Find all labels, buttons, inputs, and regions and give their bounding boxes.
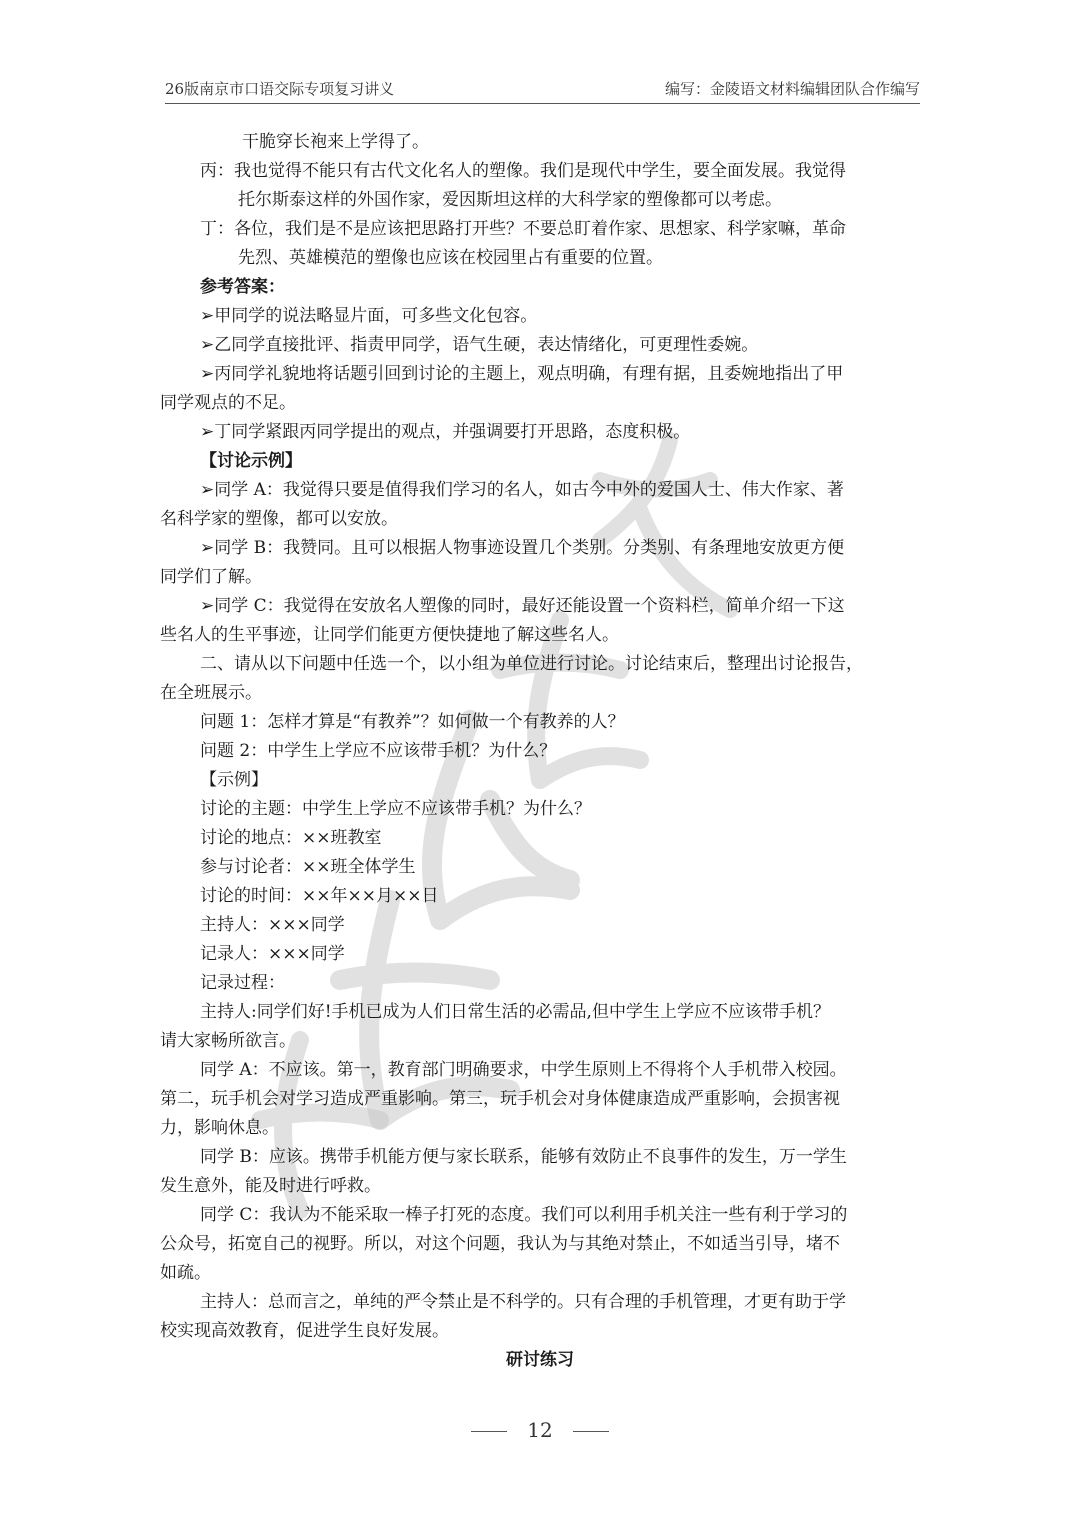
question-item: 问题 1：怎样才算是“有教养”？如何做一个有教养的人？	[200, 712, 625, 732]
footer-dash-right	[573, 1431, 609, 1432]
meta-item: 参与讨论者：××班全体学生	[200, 857, 416, 877]
sample-meta-list	[200, 795, 920, 998]
header-title: 26版南京市口语交际专项复习讲义	[165, 80, 395, 98]
record-item: 请大家畅所欲言。	[160, 1031, 296, 1051]
answer-item: ➢丁同学紧跟丙同学提出的观点，并强调要打开思路，态度积极。	[200, 422, 691, 442]
answer-item: ➢乙同学直接批评、指责甲同学，语气生硬，表达情绪化，可更理性委婉。	[200, 335, 759, 355]
meta-item: 讨论的主题：中学生上学应不应该带手机？为什么？	[200, 799, 591, 819]
section-title: 研讨练习	[506, 1350, 574, 1370]
answer-item: ➢甲同学的说法略显片面，可多些文化包容。	[200, 306, 538, 326]
header-divider	[165, 103, 920, 104]
task-line: 二、请从以下问题中任选一个，以小组为单位进行讨论。讨论结束后，整理出讨论报告，	[200, 654, 863, 674]
record-item: 如疏。	[160, 1263, 211, 1283]
record-item: 第二，玩手机会对学习造成严重影响。第三，玩手机会对身体健康造成严重影响，会损害视	[160, 1089, 840, 1109]
example-item: 些名人的生平事迹，让同学们能更方便快捷地了解这些名人。	[160, 625, 619, 645]
dialogue-line: 丙：我也觉得不能只有古代文化名人的塑像。我们是现代中学生，要全面发展。我觉得	[200, 161, 846, 181]
record-list	[160, 998, 920, 1346]
page-number: 12	[527, 1418, 553, 1442]
task-paragraph	[160, 650, 920, 708]
task-line: 在全班展示。	[160, 683, 262, 703]
answer-list	[160, 302, 920, 447]
meta-item: 记录过程：	[200, 973, 285, 993]
meta-item: 主持人：×××同学	[200, 915, 345, 935]
record-item: 发生意外，能及时进行呼救。	[160, 1176, 381, 1196]
record-item: 公众号，拓宽自己的视野。所以，对这个问题，我认为与其绝对禁止，不如适当引导，堵不	[160, 1234, 840, 1254]
dialogue-line: 干脆穿长袍来上学得了。	[242, 132, 429, 152]
question-list	[200, 708, 920, 766]
question-item: 问题 2：中学生上学应不应该带手机？为什么？	[200, 741, 557, 761]
example-list	[160, 476, 920, 650]
example-heading: 【讨论示例】	[200, 451, 302, 471]
record-item: 同学 C：我认为不能采取一棒子打死的态度。我们可以利用手机关注一些有利于学习的	[200, 1205, 848, 1225]
page-footer	[0, 1418, 1080, 1442]
record-item: 校实现高效教育，促进学生良好发展。	[160, 1321, 449, 1341]
meta-item: 记录人：×××同学	[200, 944, 345, 964]
footer-dash-left	[471, 1431, 507, 1432]
dialogue-line: 托尔斯泰这样的外国作家，爱因斯坦这样的大科学家的塑像都可以考虑。	[238, 190, 782, 210]
sample-heading: 【示例】	[200, 770, 268, 790]
answer-item: ➢丙同学礼貌地将话题引回到讨论的主题上，观点明确，有理有据，且委婉地指出了甲	[200, 364, 844, 384]
record-item: 主持人:同学们好!手机已成为人们日常生活的必需品,但中学生上学应不应该带手机？	[200, 1002, 830, 1022]
example-item: 同学们了解。	[160, 567, 262, 587]
page-content	[160, 128, 920, 1375]
meta-item: 讨论的时间：××年××月××日	[200, 886, 439, 906]
dialogue-line: 先烈、英雄模范的塑像也应该在校园里占有重要的位置。	[238, 248, 663, 268]
record-item: 同学 A：不应该。第一，教育部门明确要求，中学生原则上不得将个人手机带入校园。	[200, 1060, 847, 1080]
record-item: 同学 B：应该。携带手机能方便与家长联系，能够有效防止不良事件的发生，万一学生	[200, 1147, 847, 1167]
meta-item: 讨论的地点：××班教室	[200, 828, 382, 848]
header-author: 编写：金陵语文材料编辑团队合作编写	[664, 80, 920, 98]
dialogue-section	[200, 128, 920, 273]
answer-item: 同学观点的不足。	[160, 393, 296, 413]
answer-heading: 参考答案：	[200, 277, 285, 297]
record-item: 主持人：总而言之，单纯的严令禁止是不科学的。只有合理的手机管理，才更有助于学	[200, 1292, 846, 1312]
dialogue-line: 丁：各位，我们是不是应该把思路打开些？不要总盯着作家、思想家、科学家嘛，革命	[200, 219, 846, 239]
example-item: ➢同学 C：我觉得在安放名人塑像的同时，最好还能设置一个资料栏，简单介绍一下这	[200, 596, 845, 616]
record-item: 力，影响休息。	[160, 1118, 279, 1138]
example-item: 名科学家的塑像，都可以安放。	[160, 509, 398, 529]
example-item: ➢同学 A：我觉得只要是值得我们学习的名人，如古今中外的爱国人士、伟大作家、著	[200, 480, 844, 500]
example-item: ➢同学 B：我赞同。且可以根据人物事迹设置几个类别。分类别、有条理地安放更方便	[200, 538, 845, 558]
